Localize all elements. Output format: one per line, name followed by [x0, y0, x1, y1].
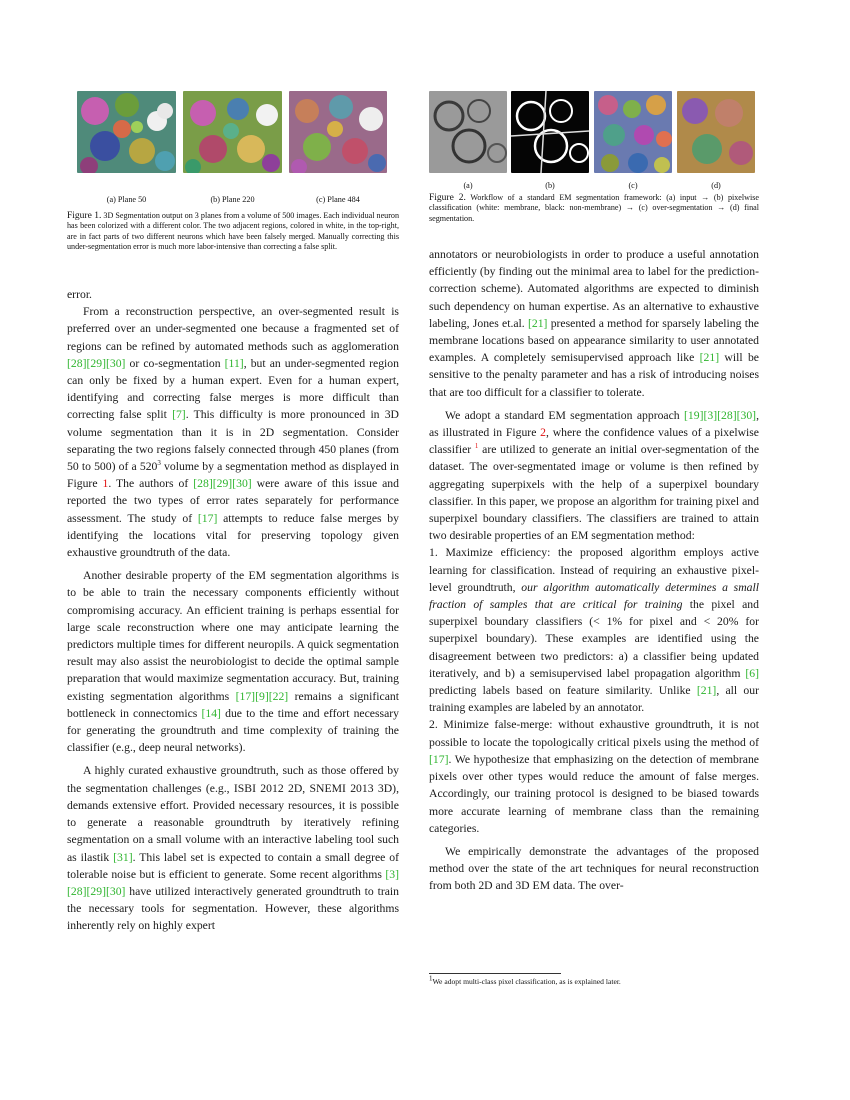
citation-link[interactable]: [28]	[67, 356, 87, 370]
citation-link[interactable]: [22]	[268, 689, 289, 703]
paragraph-reconstruction: From a reconstruction perspective, an over-segmented result is preferred over an under-segmented one because a fragmented set of regions can be refined by automated methods such as agglomeration [28][29][30] or co-segmentation [11], but an under-segmented region can only be fixed by a human expert. Even for a human expert, identifying and correcting false merges is more difficult than correcting false split [7]. This difficulty is more pronounced in 3D volume segmentation than it is in 2D segmentation. Consider separating the two regions falsely connected through 450 planes (from 50 to 500) of a $520^3$ volume by a segmentation method as displayed in Figure 1. The authors of [28][29][30] were aware of this issue and reported the two types of error rates separately for performance assessment. The study of [17] attempts to reduce false merges by identifying the locations vital for preserving topology given exhaustive groundtruth of the data.	[67, 305, 399, 560]
citation-link[interactable]: [6]	[745, 666, 759, 680]
citation-link[interactable]: [19]	[683, 408, 704, 422]
citation-link[interactable]: [11]	[224, 356, 244, 370]
fig2-subcaption-c: (c)	[628, 181, 638, 190]
fig2-caption-text: Workflow of a standard EM segmentation framework: (a) input → (b) pixelwise classification (white: membrane, black: non-membrane) → (c) over-segmentation → (d) final segmentation.	[429, 193, 759, 223]
citation-link[interactable]: [29]	[212, 477, 233, 491]
fig1-image-plane-220	[183, 91, 282, 173]
citation-link[interactable]: [30]	[105, 884, 126, 898]
fig1-subcaption-c: (c) Plane 484	[316, 195, 360, 204]
citation-link[interactable]: [30]	[736, 408, 757, 422]
paragraph-error: error.	[67, 288, 92, 301]
footnote-mark: 1	[429, 974, 433, 983]
citation-link[interactable]: [17]	[235, 689, 256, 703]
citation-link[interactable]: [3]	[703, 408, 718, 422]
paragraph-approach: We adopt a standard EM segmentation approach [19][3][28][30], as illustrated in Figure 2, where the confidence values of a pixelwise classifier $^1$ are utilized to generate an initial over-segmentation of the dataset. The over-segmentated image or volume is then refined by aggregating superpixels with the help of a superpixel boundary classifier. In this paper, we propose an algorithm for training pixel and superpixel boundary classifiers. The classifiers are trained to attain two desirable properties of an EM segmentation method:	[429, 408, 760, 543]
paragraph-annotators: annotators or neurobiologists in order to produce a useful annotation efficiently (by finding out the minimal area to label for the prediction-correction scheme). Automated algorithms are expected to diminish such dependency on human expertise. As an alternative to exhaustive labeling, Jones et.al. [21] presented a method for sparsely labeling the membrane locations based on appearance similarity to user annotated examples. A completely semisupervised approach like [21] will be sensitive to the penalty parameter and has a risk of introducing noises that are too difficult for a classifier to tolerate.	[429, 248, 759, 399]
footnote-rule	[429, 973, 561, 974]
citation-link[interactable]: [29]	[86, 356, 106, 370]
citation-link[interactable]: [28]	[193, 477, 213, 491]
footnote-text: We adopt multi-class pixel classification, as is explained later.	[432, 977, 621, 986]
fig2-caption	[429, 193, 759, 224]
fig2-image-pixel-classification	[511, 91, 589, 173]
fig2-image-over-segmentation	[594, 91, 672, 173]
citation-link[interactable]: [29]	[86, 884, 106, 898]
fig1-image-plane-484	[289, 91, 387, 173]
fig2-image-final-segmentation	[677, 91, 755, 173]
footnote	[429, 974, 759, 986]
citation-link[interactable]: [31]	[113, 850, 133, 864]
citation-link[interactable]: [21]	[696, 684, 717, 698]
citation-link[interactable]: [14]	[201, 706, 221, 720]
fig1-caption-text: 3D Segmentation output on 3 planes from a volume of 500 images. Each individual neuron has been colorized with a different color. The two adjacent regions, colored in white, in the top-right, are in fact parts of two different neurons which have been falsely merged. Manually correcting this under-segmentation error is much more labor-intensive than correcting a false split.	[67, 211, 399, 251]
paragraph-empirical: We empirically demonstrate the advantages of the proposed method over the state of the art techniques for neural reconstruction from both 2D and 3D EM data. The over-	[429, 844, 759, 893]
citation-link[interactable]: [9]	[255, 689, 269, 703]
fig2-label: Figure 2.	[429, 193, 466, 203]
paragraph-maximize-efficiency: 1. Maximize efficiency: the proposed algorithm employs active learning for classification. Instead of requiring an exhaustive pixel-level groundtruth, our algorithm automatically determines a small fraction of samples that are critical for training the pixel and superpixel boundary classifiers (< 1% for pixel and < 20% for superpixel boundary). These examples are identified using the disagreement between two predictors: a) a classifier being updated iteratively, and b) a semisupervised label propagation algorithm [6] predicting labels based on feature similarity. Unlike [21], all our training examples are labeled by an annotator.	[429, 546, 759, 715]
citation-link[interactable]: [30]	[105, 356, 126, 370]
fig2-subcaption-b: (b)	[545, 181, 555, 190]
fig1-caption	[67, 211, 399, 252]
paragraph-minimize-false-merge: 2. Minimize false-merge: without exhaustive groundtruth, it is not possible to locate the topologically critical pixels using the method of [17]. We hypothesize that emphasizing on the detection of membrane pixels over other types would reduce the amount of false merges. Accordingly, our training protocol is designed to be biased towards more accurate learning of membrane class than the remaining categories.	[429, 718, 759, 835]
fig1-image-plane-50	[77, 91, 176, 173]
left-column-text	[67, 286, 399, 935]
citation-link[interactable]: [3]	[385, 867, 399, 881]
fig2-subcaption-d: (d)	[711, 181, 721, 190]
citation-link[interactable]: [28]	[717, 408, 737, 422]
fig1-label: Figure 1.	[67, 211, 102, 221]
footnote-ref-link[interactable]: 1	[474, 442, 479, 451]
paragraph-efficiency: Another desirable property of the EM segmentation algorithms is to be able to train the necessary components efficiently without compromising accuracy. An efficient training is perhaps essential for large scale reconstruction where one may anticipate learning the predictors multiple times for different neuropils. A quick segmentation result may also assist the neurobiologist to decide the optimal sample preparation that would maximize segmentation accuracy. But, training existing segmentation algorithms [17][9][22] remains a significant bottleneck in connectomics [14] due to the time and effort necessary for generating the groundtruth and time complexity of training the classifier (e.g., deep neural networks).	[67, 569, 400, 755]
citation-link[interactable]: [7]	[172, 408, 186, 422]
fig2-image-input	[429, 91, 507, 173]
fig1-subcaption-a: (a) Plane 50	[106, 195, 147, 204]
citation-link[interactable]: [21]	[527, 316, 548, 330]
citation-link[interactable]: [21]	[699, 351, 720, 365]
citation-link[interactable]: [17]	[197, 511, 218, 525]
citation-link[interactable]: [28]	[67, 884, 87, 898]
citation-link[interactable]: [17]	[429, 752, 449, 766]
figure-ref-link[interactable]: 2	[540, 426, 547, 440]
fig1-subcaption-b: (b) Plane 220	[210, 195, 255, 204]
citation-link[interactable]: [30]	[232, 477, 252, 491]
paragraph-groundtruth: A highly curated exhaustive groundtruth, such as those offered by the segmentation challenges (e.g., ISBI 2012 2D, SNEMI 2013 3D), demands extensive effort. Provided necessary resources, it is possible to generate a reasonable groundtruth by iteratively refining segmentation on a small volume with an interactive labeling tool such as ilastik [31]. This label set is expected to contain a small degree of tolerable noise but is efficient to generate. Some recent algorithms [3][28][29][30] have utilized interactively generated groundtruth to train the necessary tools for segmentation. However, these algorithms inherently rely on highly expert	[67, 764, 399, 933]
figure-ref-link[interactable]: 1	[102, 477, 109, 491]
fig2-subcaption-a: (a)	[463, 181, 473, 190]
right-column-text	[429, 246, 759, 895]
